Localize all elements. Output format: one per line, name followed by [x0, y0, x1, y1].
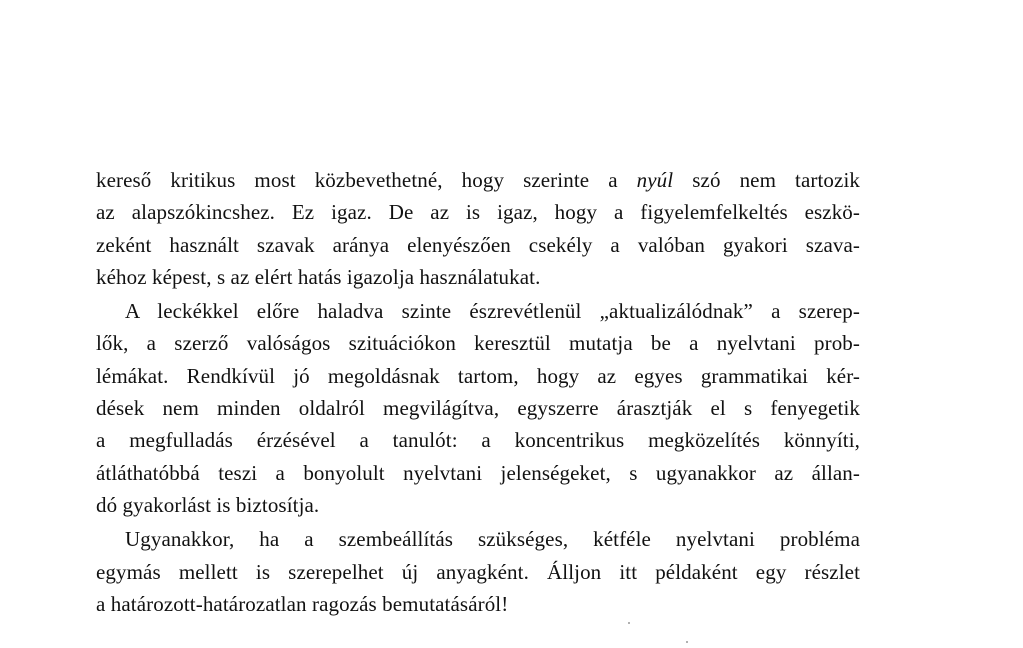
text-line: zeként használt szavak aránya elenyészően csekély a valóban gyakori szava-	[96, 232, 860, 257]
text-line: Ugyanakkor, ha a szembeállítás szükséges, kétféle nyelvtani probléma	[125, 527, 860, 552]
text-line: kéhoz képest, s az elért hatás igazolja használatukat.	[96, 264, 541, 289]
text-line: lémákat. Rendkívül jó megoldásnak tartom, hogy az egyes grammatikai kér-	[96, 363, 860, 388]
text-line: dések nem minden oldalról megvilágítva, egyszerre árasztják el s fenyegetik	[96, 396, 860, 421]
italic-word: nyúl	[636, 168, 674, 192]
text-line: a határozott-határozatlan ragozás bemutatásáról!	[96, 591, 509, 616]
text-line	[96, 164, 860, 196]
text-line: a megfulladás érzésével a tanulót: a koncentrikus megközelítés könnyíti,	[96, 428, 860, 453]
text-line: átláthatóbbá teszi a bonyolult nyelvtani jelenségeket, s ugyanakkor az állan-	[96, 460, 860, 485]
text-line: egymás mellett is szerepelhet új anyagként. Álljon itt példaként egy részlet	[96, 559, 860, 584]
text-run: kereső kritikus most közbevethetné, hogy szerinte a	[96, 168, 637, 192]
text-line: dó gyakorlást is biztosítja.	[96, 492, 320, 517]
text-line: A leckékkel előre haladva szinte észrevétlenül „aktualizálódnak” a szerep-	[125, 299, 860, 324]
text-line: lők, a szerző valóságos szituációkon keresztül mutatja be a nyelvtani prob-	[96, 331, 860, 356]
body-text	[96, 164, 860, 620]
text-run: szó nem tartozik	[673, 168, 860, 192]
scan-speck	[686, 641, 688, 643]
text-line: az alapszókincshez. Ez igaz. De az is igaz, hogy a figyelemfelkeltés eszkö-	[96, 200, 860, 225]
scan-speck	[628, 622, 630, 624]
